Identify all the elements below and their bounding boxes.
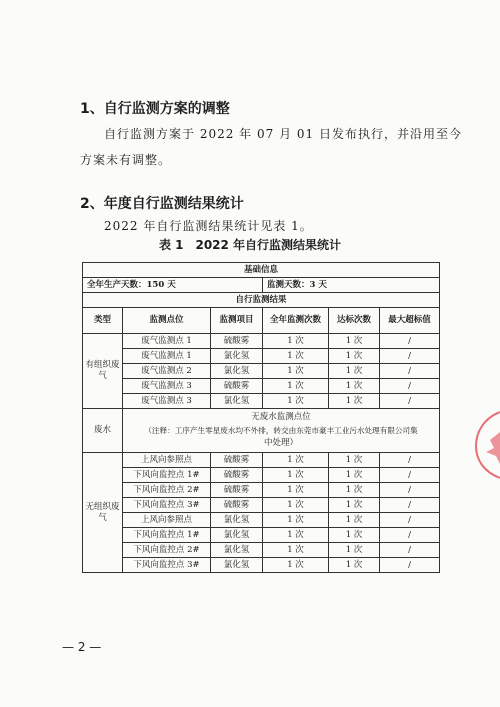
header-point: 监测点位 bbox=[123, 308, 211, 334]
max-cell: / bbox=[380, 364, 440, 379]
max-cell: / bbox=[380, 543, 440, 558]
count-cell: 1 次 bbox=[263, 543, 329, 558]
count-cell: 1 次 bbox=[263, 379, 329, 394]
count-cell: 1 次 bbox=[263, 334, 329, 349]
compliant-cell: 1 次 bbox=[329, 528, 380, 543]
compliant-cell: 1 次 bbox=[329, 349, 380, 364]
max-cell: / bbox=[380, 453, 440, 468]
header-annual-count: 全年监测次数 bbox=[263, 308, 329, 334]
table-caption: 表 1 2022 年自行监测结果统计 bbox=[158, 238, 342, 252]
results-title: 自行监测结果 bbox=[83, 293, 440, 308]
organized-type-cell: 有组织废气 bbox=[83, 334, 123, 409]
header-max-exceed: 最大超标值 bbox=[380, 308, 440, 334]
compliant-cell: 1 次 bbox=[329, 453, 380, 468]
table-row bbox=[83, 483, 440, 498]
compliant-cell: 1 次 bbox=[329, 498, 380, 513]
point-cell: 下风向监控点 3# bbox=[123, 498, 211, 513]
item-cell: 硫酸雾 bbox=[211, 379, 263, 394]
table-row bbox=[83, 364, 440, 379]
item-cell: 氯化氢 bbox=[211, 364, 263, 379]
max-cell: / bbox=[380, 513, 440, 528]
basic-info-title: 基础信息 bbox=[83, 263, 440, 278]
point-cell: 下风向监控点 1# bbox=[123, 528, 211, 543]
max-cell: / bbox=[380, 349, 440, 364]
max-cell: / bbox=[380, 528, 440, 543]
point-cell: 废气监测点 1 bbox=[123, 334, 211, 349]
red-seal-stamp-fragment bbox=[470, 410, 500, 480]
item-cell: 氯化氢 bbox=[211, 528, 263, 543]
count-cell: 1 次 bbox=[263, 513, 329, 528]
count-cell: 1 次 bbox=[263, 468, 329, 483]
compliant-cell: 1 次 bbox=[329, 379, 380, 394]
header-type: 类型 bbox=[83, 308, 123, 334]
table-row bbox=[83, 349, 440, 364]
point-cell: 废气监测点 3 bbox=[123, 394, 211, 409]
item-cell: 氯化氢 bbox=[211, 543, 263, 558]
table-row bbox=[83, 513, 440, 528]
max-cell: / bbox=[380, 468, 440, 483]
compliant-cell: 1 次 bbox=[329, 364, 380, 379]
section-1-heading: 1、自行监测方案的调整 bbox=[80, 101, 230, 117]
count-cell: 1 次 bbox=[263, 453, 329, 468]
item-cell: 氯化氢 bbox=[211, 349, 263, 364]
max-cell: / bbox=[380, 334, 440, 349]
monitor-days: 监测天数：3 天 bbox=[263, 278, 440, 293]
point-cell: 下风向监控点 3# bbox=[123, 558, 211, 573]
point-cell: 上风向参照点 bbox=[123, 453, 211, 468]
compliant-cell: 1 次 bbox=[329, 543, 380, 558]
point-cell: 废气监测点 3 bbox=[123, 379, 211, 394]
section-2-line-1: 2022 年自行监测结果统计见表 1。 bbox=[104, 219, 313, 233]
item-cell: 硫酸雾 bbox=[211, 334, 263, 349]
wastewater-note-cell bbox=[123, 409, 440, 453]
item-cell: 氯化氢 bbox=[211, 513, 263, 528]
section-1-line-1: 自行监测方案于 2022 年 07 月 01 日发布执行，并沿用至今 bbox=[104, 127, 462, 141]
point-cell: 下风向监控点 2# bbox=[123, 543, 211, 558]
table-row bbox=[83, 543, 440, 558]
production-days: 全年生产天数：150 天 bbox=[83, 278, 263, 293]
count-cell: 1 次 bbox=[263, 364, 329, 379]
wastewater-line-3: 中处理） bbox=[264, 438, 299, 448]
table-row bbox=[83, 263, 440, 278]
table-header-row bbox=[83, 308, 440, 334]
section-1-line-2: 方案未有调整。 bbox=[80, 153, 172, 167]
count-cell: 1 次 bbox=[263, 528, 329, 543]
header-item: 监测项目 bbox=[211, 308, 263, 334]
compliant-cell: 1 次 bbox=[329, 513, 380, 528]
point-cell: 上风向参照点 bbox=[123, 513, 211, 528]
compliant-cell: 1 次 bbox=[329, 334, 380, 349]
max-cell: / bbox=[380, 379, 440, 394]
compliant-cell: 1 次 bbox=[329, 394, 380, 409]
wastewater-type-cell: 废水 bbox=[83, 409, 123, 453]
table-row bbox=[83, 528, 440, 543]
table-row bbox=[83, 453, 440, 468]
point-cell: 下风向监控点 2# bbox=[123, 483, 211, 498]
compliant-cell: 1 次 bbox=[329, 468, 380, 483]
table-row bbox=[83, 558, 440, 573]
point-cell: 废气监测点 2 bbox=[123, 364, 211, 379]
table-row bbox=[83, 498, 440, 513]
count-cell: 1 次 bbox=[263, 349, 329, 364]
compliant-cell: 1 次 bbox=[329, 558, 380, 573]
max-cell: / bbox=[380, 394, 440, 409]
max-cell: / bbox=[380, 483, 440, 498]
wastewater-line-1: 无废水监测点位 bbox=[251, 412, 311, 422]
count-cell: 1 次 bbox=[263, 483, 329, 498]
table-row bbox=[83, 334, 440, 349]
point-cell: 废气监测点 1 bbox=[123, 349, 211, 364]
table-row bbox=[83, 468, 440, 483]
table-row bbox=[83, 379, 440, 394]
point-cell: 下风向监控点 1# bbox=[123, 468, 211, 483]
count-cell: 1 次 bbox=[263, 558, 329, 573]
header-compliant-count: 达标次数 bbox=[329, 308, 380, 334]
page-number: — 2 — bbox=[62, 640, 102, 654]
table-row bbox=[83, 293, 440, 308]
unorganized-type-cell: 无组织废气 bbox=[83, 453, 123, 573]
item-cell: 硫酸雾 bbox=[211, 483, 263, 498]
wastewater-line-2: （注释：工序产生零星废水均不外排，转交由东莞市豪丰工业污水处理有限公司集 bbox=[144, 426, 418, 435]
item-cell: 硫酸雾 bbox=[211, 498, 263, 513]
item-cell: 硫酸雾 bbox=[211, 468, 263, 483]
compliant-cell: 1 次 bbox=[329, 483, 380, 498]
item-cell: 硫酸雾 bbox=[211, 453, 263, 468]
table-row bbox=[83, 394, 440, 409]
table-row bbox=[83, 278, 440, 293]
item-cell: 氯化氢 bbox=[211, 558, 263, 573]
count-cell: 1 次 bbox=[263, 394, 329, 409]
max-cell: / bbox=[380, 498, 440, 513]
count-cell: 1 次 bbox=[263, 498, 329, 513]
max-cell: / bbox=[380, 558, 440, 573]
item-cell: 氯化氢 bbox=[211, 394, 263, 409]
monitoring-results-table bbox=[82, 262, 440, 573]
table-row bbox=[83, 409, 440, 453]
section-2-heading: 2、年度自行监测结果统计 bbox=[80, 196, 244, 212]
